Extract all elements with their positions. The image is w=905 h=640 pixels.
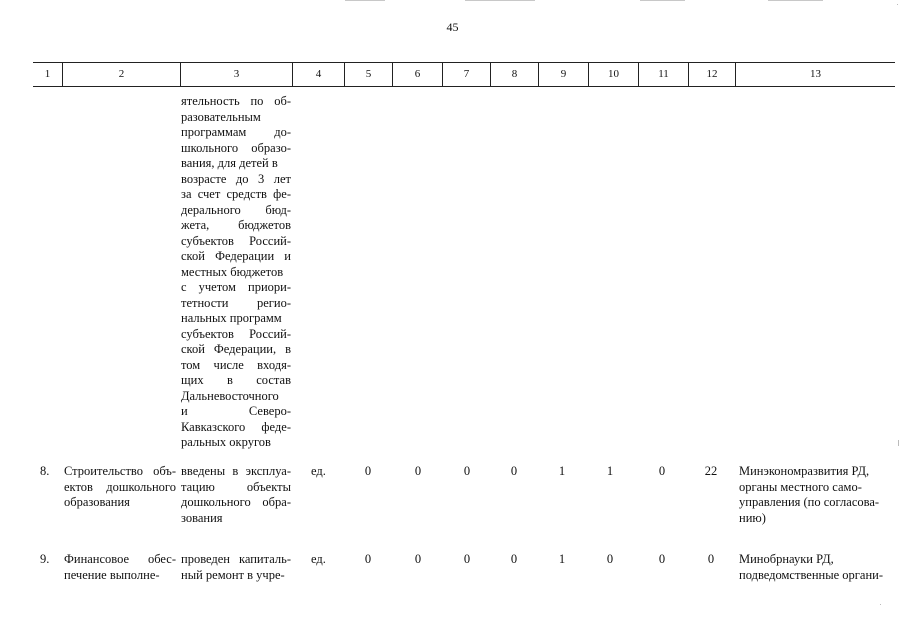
indicator-text: [181, 552, 291, 583]
text-line: ской Федерации, в: [181, 342, 291, 356]
scan-speck: [898, 440, 899, 446]
text-line: том числе входя-: [181, 357, 291, 372]
event-name: [64, 464, 176, 511]
top-border-fragment: [465, 0, 535, 1]
text-line: подведомственные органи-: [739, 567, 883, 582]
text-line: дошкольного обра-: [181, 495, 291, 509]
text-line: тацию объекты: [181, 479, 291, 494]
value-col-5: 0: [364, 464, 372, 478]
text-line: субъектов Россий-: [181, 326, 291, 341]
text-line: проведен капиталь-: [181, 552, 291, 566]
top-border-fragment: [768, 0, 823, 1]
header-col-1: 1: [44, 68, 51, 80]
text-line: разовательным: [181, 109, 261, 124]
value-col-11: 0: [658, 464, 666, 478]
text-line: ятельность по об-: [181, 94, 291, 108]
header-col-7: 7: [442, 62, 490, 86]
value-col-11: 0: [658, 552, 666, 566]
text-line: нию): [739, 510, 766, 525]
text-line: программам до-: [181, 125, 291, 139]
top-border-fragment: [345, 0, 385, 1]
text-line: и Северо-: [181, 404, 291, 418]
text-line: зования: [181, 510, 223, 525]
text-line: Минобрнауки РД,: [739, 552, 834, 566]
row-number: 8.: [40, 464, 50, 478]
value-col-10: 0: [606, 552, 614, 566]
text-line: Финансовое обес-: [64, 552, 176, 566]
value-col-9: 1: [558, 464, 566, 478]
value-col-8: 0: [510, 464, 518, 478]
text-line: Дальневосточного: [181, 388, 279, 403]
text-line: вания, для детей в: [181, 156, 278, 170]
header-col-11: 11: [638, 62, 688, 86]
value-col-6: 0: [414, 464, 422, 478]
text-line: нальных программ: [181, 311, 282, 325]
text-line: дерального бюд-: [181, 202, 291, 217]
text-line: местных бюджетов: [181, 264, 284, 279]
value-col-9: 1: [558, 552, 566, 566]
text-line: управления (по согласова-: [739, 495, 880, 509]
top-border-fragment: [640, 0, 685, 1]
text-line: печение выполне-: [64, 567, 160, 582]
header-col-8: 8: [490, 62, 538, 86]
value-col-7: 0: [463, 552, 471, 566]
text-line: субъектов Россий-: [181, 233, 291, 248]
text-line: образования: [64, 495, 130, 509]
text-line: тетности регио-: [181, 295, 291, 310]
text-line: органы местного само-: [739, 479, 862, 494]
header-col-2: 2: [62, 62, 180, 86]
value-col-8: 0: [510, 552, 518, 566]
header-col-13: 13: [735, 62, 895, 86]
scan-speck: [880, 604, 881, 605]
continued-indicator-text: [181, 94, 291, 451]
value-col-6: 0: [414, 552, 422, 566]
responsible-executor: [739, 552, 889, 583]
header-col-9: 9: [538, 62, 588, 86]
header-col-12: 12: [688, 62, 735, 86]
responsible-executor: [739, 464, 889, 526]
row-number: 9.: [40, 552, 50, 566]
text-line: за счет средств фе-: [181, 187, 291, 201]
table-header-bottom-rule: [33, 86, 895, 87]
value-col-10: 1: [606, 464, 614, 478]
header-col-5: 5: [344, 62, 392, 86]
header-col-4: 4: [292, 62, 344, 86]
text-line: Строительство объ-: [64, 464, 176, 478]
text-line: Минэкономразвития РД,: [739, 464, 870, 478]
value-col-12: 22: [704, 464, 718, 478]
unit: ед.: [311, 552, 326, 566]
text-line: ный ремонт в учре-: [181, 567, 285, 582]
header-col-10: 10: [588, 62, 638, 86]
text-line: ральных округов: [181, 435, 271, 449]
event-name: [64, 552, 176, 583]
indicator-text: [181, 464, 291, 526]
text-line: Кавказского феде-: [181, 419, 291, 434]
value-col-5: 0: [364, 552, 372, 566]
value-col-7: 0: [463, 464, 471, 478]
header-col-3: 3: [180, 62, 292, 86]
text-line: ской Федерации и: [181, 249, 291, 263]
text-line: щих в состав: [181, 373, 291, 387]
text-line: с учетом приори-: [181, 280, 291, 294]
text-line: введены в эксплуа-: [181, 464, 291, 478]
page-number: 45: [446, 20, 459, 34]
text-line: ектов дошкольного: [64, 479, 176, 494]
value-col-12: 0: [707, 552, 715, 566]
text-line: школьного образо-: [181, 140, 291, 155]
scan-speck: [897, 4, 898, 5]
unit: ед.: [311, 464, 326, 478]
text-line: возрасте до 3 лет: [181, 171, 291, 186]
text-line: жета, бюджетов: [181, 218, 291, 232]
header-col-6: 6: [392, 62, 442, 86]
